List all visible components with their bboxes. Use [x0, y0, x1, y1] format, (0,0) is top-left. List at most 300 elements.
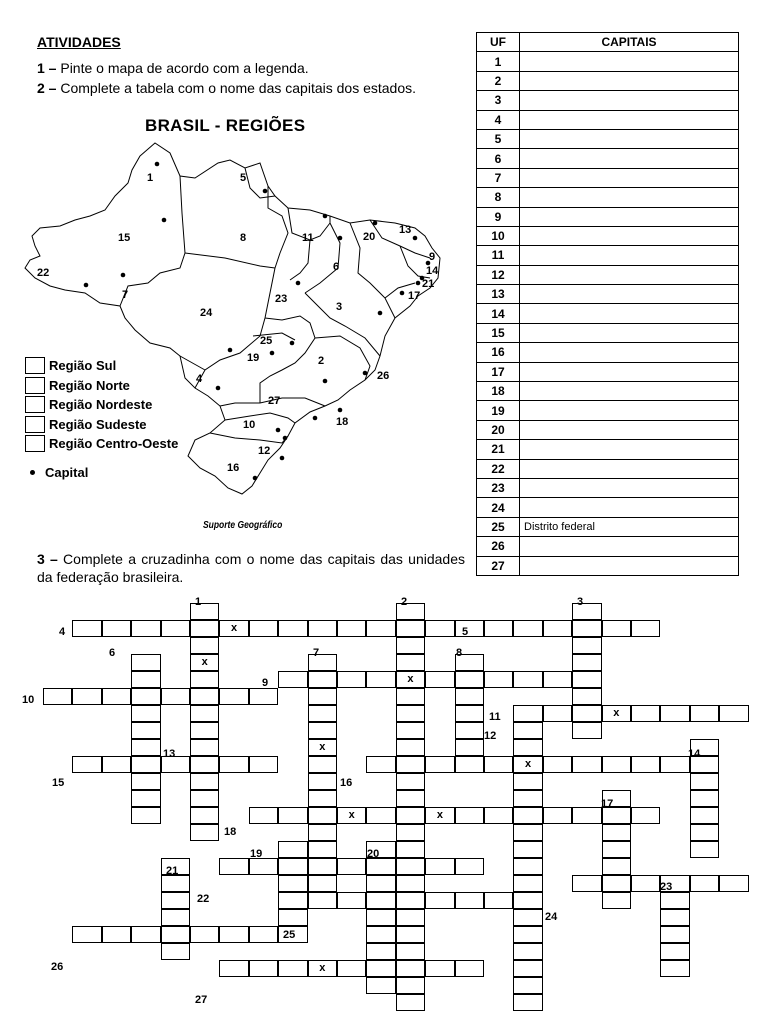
crossword-cell[interactable]	[602, 892, 631, 909]
crossword-cell[interactable]	[455, 671, 484, 688]
state-number: 15	[118, 232, 131, 244]
crossword-cell[interactable]	[308, 807, 337, 824]
crossword-cell[interactable]	[396, 756, 425, 773]
capital-legend: Capital	[30, 465, 88, 480]
crossword-cell[interactable]	[366, 671, 395, 688]
crossword-cell[interactable]	[660, 705, 689, 722]
capital-input-cell[interactable]	[520, 362, 739, 381]
crossword-cell[interactable]	[631, 807, 660, 824]
crossword-cell[interactable]	[366, 875, 395, 892]
crossword-cell[interactable]	[72, 926, 101, 943]
crossword-cell[interactable]	[308, 875, 337, 892]
crossword-cell[interactable]	[572, 637, 601, 654]
crossword-cell[interactable]	[513, 705, 542, 722]
capital-input-cell[interactable]	[520, 420, 739, 439]
table-row	[477, 556, 739, 575]
capital-input-cell[interactable]	[520, 382, 739, 401]
table-row	[477, 91, 739, 110]
capital-input-cell[interactable]	[520, 246, 739, 265]
state-number: 11	[302, 232, 314, 244]
crossword-cell[interactable]	[660, 960, 689, 977]
clue-number: 26	[51, 961, 64, 973]
clue-number: 17	[601, 798, 614, 810]
crossword-cell[interactable]	[278, 841, 307, 858]
crossword-cell[interactable]	[660, 756, 689, 773]
capital-dot-icon	[30, 470, 35, 475]
state-number: 2	[318, 355, 325, 367]
crossword-cell[interactable]	[278, 960, 307, 977]
uf-cell: 17	[477, 362, 520, 381]
crossword-cell[interactable]	[131, 756, 160, 773]
crossword-cell[interactable]	[631, 705, 660, 722]
crossword-cell[interactable]	[690, 773, 719, 790]
crossword-cell[interactable]	[43, 688, 72, 705]
legend-item: Região Norte	[25, 376, 178, 396]
crossword-cell[interactable]	[631, 620, 660, 637]
capital-input-cell[interactable]	[520, 168, 739, 187]
crossword-cell[interactable]	[366, 977, 395, 994]
crossword-cell[interactable]	[631, 875, 660, 892]
capital-input-cell[interactable]	[520, 285, 739, 304]
crossword-cell[interactable]	[131, 739, 160, 756]
crossword-cell[interactable]	[396, 977, 425, 994]
state-number: 4	[196, 373, 203, 385]
crossword-cell[interactable]	[602, 858, 631, 875]
legend-color-box[interactable]	[25, 357, 45, 374]
crossword-cell[interactable]	[190, 756, 219, 773]
crossword-cell[interactable]	[131, 773, 160, 790]
crossword-cell[interactable]	[131, 705, 160, 722]
state-number: 3	[336, 301, 343, 313]
crossword-cell[interactable]	[513, 722, 542, 739]
crossword-cell[interactable]	[572, 807, 601, 824]
crossword-cell[interactable]	[72, 756, 101, 773]
clue-number: 19	[250, 848, 263, 860]
crossword-cell[interactable]	[72, 688, 101, 705]
state-number: 21	[422, 278, 435, 290]
clue-number: 13	[163, 748, 176, 760]
capital-input-cell[interactable]	[520, 149, 739, 168]
crossword-cell[interactable]	[719, 705, 748, 722]
crossword-cell[interactable]	[513, 671, 542, 688]
crossword-cell[interactable]	[131, 688, 160, 705]
crossword-cell[interactable]	[102, 926, 131, 943]
crossword-cell[interactable]	[690, 824, 719, 841]
crossword-cell[interactable]	[484, 807, 513, 824]
crossword-cell[interactable]	[396, 909, 425, 926]
crossword-cell[interactable]	[190, 705, 219, 722]
crossword-cell[interactable]	[190, 824, 219, 841]
uf-cell: 12	[477, 265, 520, 284]
crossword-cell[interactable]	[396, 892, 425, 909]
crossword-cell[interactable]	[249, 620, 278, 637]
crossword-cell[interactable]	[219, 926, 248, 943]
legend-color-box[interactable]	[25, 435, 45, 452]
crossword-cell[interactable]	[219, 688, 248, 705]
clue-number: 10	[22, 694, 35, 706]
crossword-cell[interactable]	[278, 858, 307, 875]
crossword-cell[interactable]	[513, 773, 542, 790]
uf-cell: 2	[477, 71, 520, 90]
clue-number: 16	[340, 777, 353, 789]
capital-input-cell[interactable]	[520, 304, 739, 323]
crossword-cell[interactable]	[161, 926, 190, 943]
map-legend	[25, 356, 178, 454]
crossword-cell[interactable]	[337, 620, 366, 637]
capital-input-cell[interactable]	[520, 459, 739, 478]
instruction-2: 2 – Complete a tabela com o nome das capitais dos estados.	[37, 80, 417, 96]
crossword-cell[interactable]	[513, 943, 542, 960]
table-row	[477, 168, 739, 187]
crossword-cell[interactable]	[396, 943, 425, 960]
crossword-cell[interactable]	[72, 620, 101, 637]
crossword-cell[interactable]	[190, 739, 219, 756]
crossword-cell[interactable]	[366, 960, 395, 977]
capital-input-cell[interactable]	[520, 343, 739, 362]
crossword-cell[interactable]	[660, 943, 689, 960]
table-row	[477, 246, 739, 265]
crossword-cell[interactable]	[396, 926, 425, 943]
capital-input-cell[interactable]	[520, 478, 739, 497]
crossword-cell[interactable]	[219, 960, 248, 977]
crossword-cell[interactable]	[513, 790, 542, 807]
capital-input-cell[interactable]: Distrito federal	[520, 517, 739, 536]
capital-input-cell[interactable]	[520, 401, 739, 420]
crossword-cell[interactable]	[337, 960, 366, 977]
clue-number: 9	[262, 677, 269, 689]
table-row	[477, 110, 739, 129]
legend-color-box[interactable]	[25, 416, 45, 433]
column-header-uf: UF	[477, 33, 520, 52]
capital-input-cell[interactable]	[520, 71, 739, 90]
crossword-cell[interactable]	[396, 722, 425, 739]
crossword-cell[interactable]	[102, 620, 131, 637]
crossword-cell[interactable]	[396, 858, 425, 875]
state-number: 18	[336, 416, 349, 428]
crossword-cell[interactable]	[102, 756, 131, 773]
crossword-cell[interactable]	[190, 620, 219, 637]
crossword-cell[interactable]	[602, 824, 631, 841]
crossword-cell[interactable]	[278, 620, 307, 637]
capital-input-cell[interactable]	[520, 188, 739, 207]
crossword-cell[interactable]	[425, 756, 454, 773]
crossword-cell[interactable]	[131, 654, 160, 671]
crossword-cell[interactable]	[337, 858, 366, 875]
crossword-cell[interactable]	[455, 739, 484, 756]
crossword-cell[interactable]	[543, 705, 572, 722]
crossword-cell[interactable]	[543, 807, 572, 824]
crossword-cell[interactable]	[543, 671, 572, 688]
crossword-cell: x	[602, 705, 631, 722]
crossword-cell[interactable]	[308, 841, 337, 858]
crossword-cell[interactable]	[484, 892, 513, 909]
crossword-cell[interactable]	[543, 620, 572, 637]
crossword-cell[interactable]	[425, 620, 454, 637]
legend-item: Região Centro-Oeste	[25, 434, 178, 454]
crossword-cell[interactable]	[396, 875, 425, 892]
crossword-cell[interactable]	[366, 926, 395, 943]
state-number: 20	[363, 231, 376, 243]
crossword-cell[interactable]	[308, 858, 337, 875]
crossword-cell[interactable]	[190, 773, 219, 790]
crossword-cell[interactable]	[396, 790, 425, 807]
crossword-cell[interactable]	[337, 671, 366, 688]
activities-title: ATIVIDADES	[37, 34, 121, 50]
crossword-cell[interactable]	[278, 875, 307, 892]
crossword-cell[interactable]	[690, 807, 719, 824]
crossword-cell[interactable]	[190, 722, 219, 739]
crossword-cell[interactable]	[690, 705, 719, 722]
state-number: 23	[275, 293, 288, 305]
table-row	[477, 420, 739, 439]
crossword-cell[interactable]	[190, 926, 219, 943]
crossword-cell[interactable]	[572, 756, 601, 773]
crossword-cell[interactable]	[513, 892, 542, 909]
crossword-cell[interactable]	[278, 909, 307, 926]
crossword-cell: x	[219, 620, 248, 637]
state-number: 27	[268, 395, 281, 407]
clue-number: 20	[367, 848, 380, 860]
crossword-cell[interactable]	[308, 790, 337, 807]
table-row	[477, 129, 739, 148]
brazil-regions-map	[20, 108, 470, 548]
state-number: 22	[37, 267, 50, 279]
crossword-cell[interactable]	[602, 620, 631, 637]
table-row	[477, 285, 739, 304]
crossword-cell[interactable]	[249, 926, 278, 943]
crossword-cell[interactable]	[161, 892, 190, 909]
crossword-cell[interactable]	[396, 739, 425, 756]
crossword-cell[interactable]	[366, 756, 395, 773]
clue-number: 12	[484, 730, 497, 742]
crossword-cell[interactable]	[278, 892, 307, 909]
crossword-cell[interactable]	[602, 756, 631, 773]
crossword-cell[interactable]	[131, 926, 160, 943]
capital-input-cell[interactable]	[520, 129, 739, 148]
crossword-cell[interactable]	[131, 671, 160, 688]
crossword-cell[interactable]	[249, 858, 278, 875]
crossword-cell[interactable]	[366, 807, 395, 824]
crossword-cell[interactable]	[455, 756, 484, 773]
crossword-cell: x	[513, 756, 542, 773]
crossword-cell[interactable]	[102, 688, 131, 705]
capital-input-cell[interactable]	[520, 265, 739, 284]
crossword-cell[interactable]	[484, 671, 513, 688]
crossword-cell[interactable]	[513, 926, 542, 943]
table-row	[477, 401, 739, 420]
crossword-cell[interactable]	[572, 875, 601, 892]
crossword-cell[interactable]	[572, 671, 601, 688]
legend-color-box[interactable]	[25, 396, 45, 413]
crossword-cell[interactable]	[513, 824, 542, 841]
crossword-cell[interactable]	[660, 909, 689, 926]
crossword-cell[interactable]	[572, 654, 601, 671]
crossword-grid	[0, 590, 768, 1010]
crossword-cell[interactable]	[161, 688, 190, 705]
instruction-1: 1 – Pinte o mapa de acordo com a legenda.	[37, 60, 309, 76]
crossword-cell[interactable]	[513, 620, 542, 637]
capital-input-cell[interactable]	[520, 91, 739, 110]
crossword-cell[interactable]	[602, 875, 631, 892]
clue-number: 23	[660, 881, 673, 893]
capital-input-cell[interactable]	[520, 323, 739, 342]
crossword-cell[interactable]	[366, 620, 395, 637]
crossword-cell[interactable]	[396, 807, 425, 824]
crossword-cell[interactable]	[337, 892, 366, 909]
capital-input-cell[interactable]	[520, 52, 739, 71]
crossword-cell[interactable]	[690, 841, 719, 858]
crossword-cell[interactable]	[631, 756, 660, 773]
table-row	[477, 517, 739, 536]
crossword-cell[interactable]	[308, 892, 337, 909]
crossword-cell[interactable]	[572, 688, 601, 705]
crossword-cell[interactable]	[455, 722, 484, 739]
crossword-cell[interactable]	[161, 875, 190, 892]
crossword-cell[interactable]	[366, 858, 395, 875]
state-number: 26	[377, 370, 390, 382]
crossword-cell[interactable]	[366, 909, 395, 926]
crossword-cell[interactable]	[425, 671, 454, 688]
crossword-cell[interactable]	[366, 943, 395, 960]
crossword-cell[interactable]	[190, 790, 219, 807]
table-row	[477, 207, 739, 226]
crossword-cell[interactable]	[396, 705, 425, 722]
crossword-cell[interactable]	[278, 671, 307, 688]
crossword-cell[interactable]	[190, 671, 219, 688]
crossword-cell[interactable]	[425, 960, 454, 977]
crossword-cell[interactable]	[572, 620, 601, 637]
clue-number: 6	[109, 647, 116, 659]
capital-input-cell[interactable]	[520, 226, 739, 245]
uf-cell: 7	[477, 168, 520, 187]
crossword-cell[interactable]	[425, 858, 454, 875]
crossword-cell[interactable]	[249, 688, 278, 705]
crossword-cell[interactable]	[396, 637, 425, 654]
clue-number: 24	[545, 911, 558, 923]
legend-item: Região Nordeste	[25, 395, 178, 415]
crossword-cell[interactable]	[513, 739, 542, 756]
crossword-cell[interactable]	[396, 654, 425, 671]
crossword-cell[interactable]	[513, 841, 542, 858]
crossword-cell[interactable]	[660, 892, 689, 909]
crossword-cell[interactable]	[308, 654, 337, 671]
crossword-cell: x	[190, 654, 219, 671]
capital-input-cell[interactable]	[520, 440, 739, 459]
crossword-cell[interactable]	[484, 620, 513, 637]
crossword-cell[interactable]	[513, 994, 542, 1011]
crossword-cell[interactable]	[396, 620, 425, 637]
crossword-cell[interactable]	[513, 858, 542, 875]
crossword-cell[interactable]	[308, 824, 337, 841]
crossword-cell[interactable]	[455, 807, 484, 824]
crossword-cell[interactable]	[396, 824, 425, 841]
crossword-cell[interactable]	[190, 688, 219, 705]
crossword-cell[interactable]	[396, 960, 425, 977]
crossword-cell: x	[425, 807, 454, 824]
crossword-cell[interactable]	[396, 773, 425, 790]
crossword-cell[interactable]	[308, 705, 337, 722]
crossword-cell[interactable]	[719, 875, 748, 892]
crossword-cell[interactable]	[484, 756, 513, 773]
crossword-cell[interactable]	[572, 705, 601, 722]
crossword-cell[interactable]	[161, 620, 190, 637]
crossword-cell[interactable]	[366, 892, 395, 909]
clue-number: 2	[401, 596, 408, 608]
crossword-cell[interactable]	[513, 960, 542, 977]
crossword-cell[interactable]	[572, 722, 601, 739]
uf-cell: 15	[477, 323, 520, 342]
crossword-cell[interactable]	[190, 807, 219, 824]
crossword-cell[interactable]	[396, 994, 425, 1011]
crossword-cell[interactable]	[455, 620, 484, 637]
crossword-cell[interactable]	[513, 875, 542, 892]
capital-input-cell[interactable]	[520, 207, 739, 226]
crossword-cell[interactable]	[249, 756, 278, 773]
crossword-cell[interactable]	[660, 926, 689, 943]
capital-input-cell[interactable]	[520, 537, 739, 556]
capital-input-cell[interactable]	[520, 556, 739, 575]
crossword-cell[interactable]	[308, 722, 337, 739]
state-number: 8	[240, 232, 247, 244]
crossword-cell[interactable]	[455, 892, 484, 909]
crossword-cell: x	[308, 739, 337, 756]
crossword-cell[interactable]	[161, 909, 190, 926]
state-number: 25	[260, 335, 273, 347]
crossword-cell[interactable]	[308, 688, 337, 705]
crossword-cell[interactable]	[455, 960, 484, 977]
crossword-cell[interactable]	[396, 688, 425, 705]
crossword-cell[interactable]	[513, 909, 542, 926]
crossword-cell[interactable]	[131, 790, 160, 807]
capital-input-cell[interactable]	[520, 498, 739, 517]
crossword-cell[interactable]	[161, 943, 190, 960]
legend-color-box[interactable]	[25, 377, 45, 394]
crossword-cell[interactable]	[455, 705, 484, 722]
crossword-cell[interactable]	[690, 790, 719, 807]
map-title: BRASIL - REGIÕES	[145, 116, 306, 135]
uf-cell: 4	[477, 110, 520, 129]
crossword-cell[interactable]	[219, 858, 248, 875]
crossword-cell[interactable]	[543, 756, 572, 773]
crossword-cell[interactable]	[425, 892, 454, 909]
crossword-cell[interactable]	[249, 960, 278, 977]
crossword-cell[interactable]	[308, 620, 337, 637]
crossword-cell[interactable]	[602, 841, 631, 858]
crossword-cell[interactable]	[278, 807, 307, 824]
crossword-cell[interactable]	[308, 773, 337, 790]
legend-item: Região Sul	[25, 356, 178, 376]
crossword-cell[interactable]	[513, 807, 542, 824]
clue-number: 25	[283, 929, 296, 941]
crossword-cell[interactable]	[455, 688, 484, 705]
crossword-cell[interactable]	[455, 858, 484, 875]
crossword-cell[interactable]	[690, 875, 719, 892]
crossword-cell[interactable]	[308, 671, 337, 688]
table-row	[477, 478, 739, 497]
crossword-cell[interactable]	[396, 841, 425, 858]
crossword-cell[interactable]	[308, 756, 337, 773]
crossword-cell[interactable]	[131, 807, 160, 824]
crossword-cell[interactable]	[249, 807, 278, 824]
crossword-cell[interactable]	[513, 977, 542, 994]
uf-cell: 3	[477, 91, 520, 110]
uf-cell: 19	[477, 401, 520, 420]
crossword-cell[interactable]	[219, 756, 248, 773]
capital-input-cell[interactable]	[520, 110, 739, 129]
crossword-cell[interactable]	[190, 637, 219, 654]
crossword-cell[interactable]	[131, 722, 160, 739]
crossword-cell[interactable]	[131, 620, 160, 637]
